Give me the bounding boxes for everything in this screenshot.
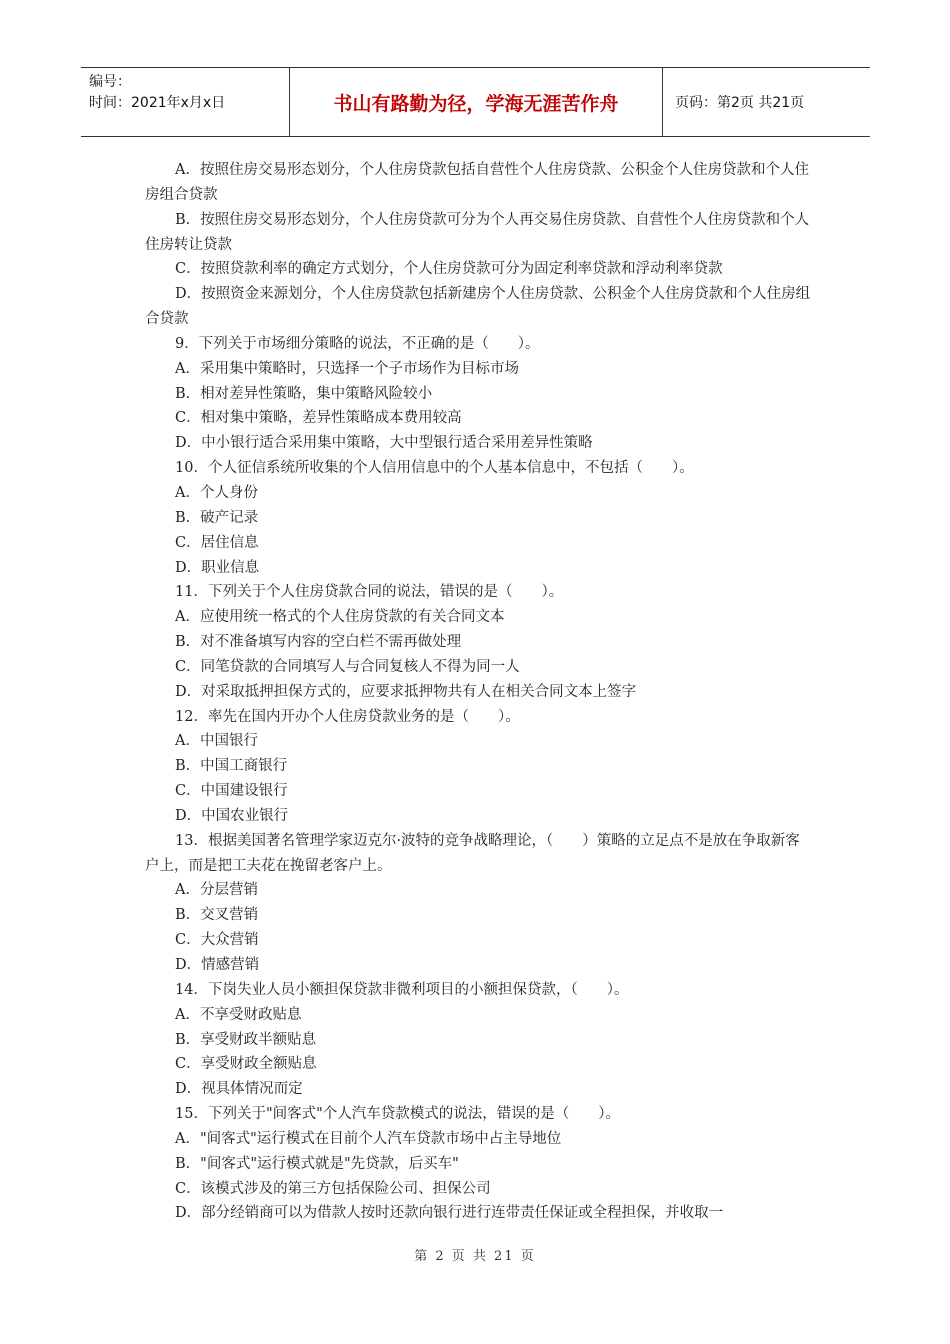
answer-option: B．对不准备填写内容的空白栏不需再做处理: [175, 634, 462, 651]
answer-option: C．该模式涉及的第三方包括保险公司、担保公司: [175, 1180, 491, 1197]
answer-option: B．"间客式"运行模式就是"先贷款，后买车": [175, 1155, 459, 1172]
question-stem: 14．下岗失业人员小额担保贷款非微利项目的小额担保贷款，（ ）。: [175, 981, 629, 998]
answer-option: D．部分经销商可以为借款人按时还款向银行进行连带责任保证或全程担保，并收取一: [175, 1205, 724, 1222]
question-stem: 13．根据美国著名管理学家迈克尔·波特的竞争战略理论，（ ）策略的立足点不是放在争取新客户上，而是把工夫花在挽留老客户上。: [145, 832, 800, 874]
answer-option: C．大众营销: [175, 932, 259, 949]
header-meta: [81, 68, 289, 136]
answer-option: A．分层营销: [175, 882, 258, 899]
answer-option: D．中国农业银行: [175, 807, 289, 824]
answer-option: D．对采取抵押担保方式的，应要求抵押物共有人在相关合同文本上签字: [175, 683, 637, 700]
answer-option: D．视具体情况而定: [175, 1081, 303, 1098]
answer-option: D．职业信息: [175, 559, 260, 576]
answer-option: C．同笔贷款的合同填写人与合同复核人不得为同一人: [175, 658, 520, 675]
header-motto: 书山有路勤为径，学海无涯苦作舟: [289, 68, 663, 136]
document-body: [145, 158, 813, 1226]
answer-option: C．按照贷款利率的确定方式划分，个人住房贷款可分为固定利率贷款和浮动利率贷款: [175, 261, 723, 278]
answer-option: A．中国银行: [175, 733, 258, 750]
answer-option: C．相对集中策略，差异性策略成本费用较高: [175, 410, 462, 427]
answer-option: B．破产记录: [175, 509, 259, 526]
page-footer: 第 2 页 共 21 页: [414, 1249, 536, 1264]
page-header: [81, 67, 870, 137]
document-number-label: 编号：: [89, 74, 131, 90]
answer-option: B．交叉营销: [175, 907, 259, 924]
answer-option: C．中国建设银行: [175, 783, 288, 800]
answer-option: D．情感营销: [175, 957, 260, 973]
answer-option: A．按照住房交易形态划分，个人住房贷款包括自营性个人住房贷款、公积金个人住房贷款和个人住房组合贷款: [145, 162, 809, 203]
answer-option: A．"间客式"运行模式在目前个人汽车贷款市场中占主导地位: [175, 1130, 562, 1147]
answer-option: C．享受财政全额贴息: [175, 1056, 317, 1073]
answer-option: B．享受财政半额贴息: [175, 1031, 317, 1048]
question-stem: 11．下列关于个人住房贷款合同的说法，错误的是（ ）。: [175, 584, 564, 601]
answer-option: D．按照资金来源划分，个人住房贷款包括新建房个人住房贷款、公积金个人住房贷款和个人住房组合贷款: [145, 286, 811, 328]
question-stem: 12．率先在国内开办个人住房贷款业务的是（ ）。: [175, 708, 520, 725]
answer-option: A．应使用统一格式的个人住房贷款的有关合同文本: [175, 609, 505, 626]
document-time-label: 时间：2021年x月x日: [89, 95, 226, 111]
answer-option: B．中国工商银行: [175, 758, 288, 775]
header-page-info: 页码：第2页 共21页: [675, 95, 805, 111]
answer-option: A．不享受财政贴息: [175, 1006, 302, 1023]
question-stem: 15．下列关于"间客式"个人汽车贷款模式的说法，错误的是（ ）。: [175, 1106, 621, 1123]
answer-option: B．按照住房交易形态划分，个人住房贷款可分为个人再交易住房贷款、自营性个人住房贷款和个人住房转让贷款: [145, 211, 810, 253]
answer-option: C．居住信息: [175, 534, 259, 551]
answer-option: A．个人身份: [175, 484, 258, 501]
answer-option: A．采用集中策略时，只选择一个子市场作为目标市场: [175, 360, 519, 377]
answer-option: D．中小银行适合采用集中策略，大中型银行适合采用差异性策略: [175, 435, 593, 452]
answer-option: B．相对差异性策略，集中策略风险较小: [175, 385, 433, 402]
question-stem: 9．下列关于市场细分策略的说法，不正确的是（ ）。: [175, 335, 540, 352]
question-stem: 10．个人征信系统所收集的个人信用信息中的个人基本信息中，不包括（ ）。: [175, 460, 694, 477]
